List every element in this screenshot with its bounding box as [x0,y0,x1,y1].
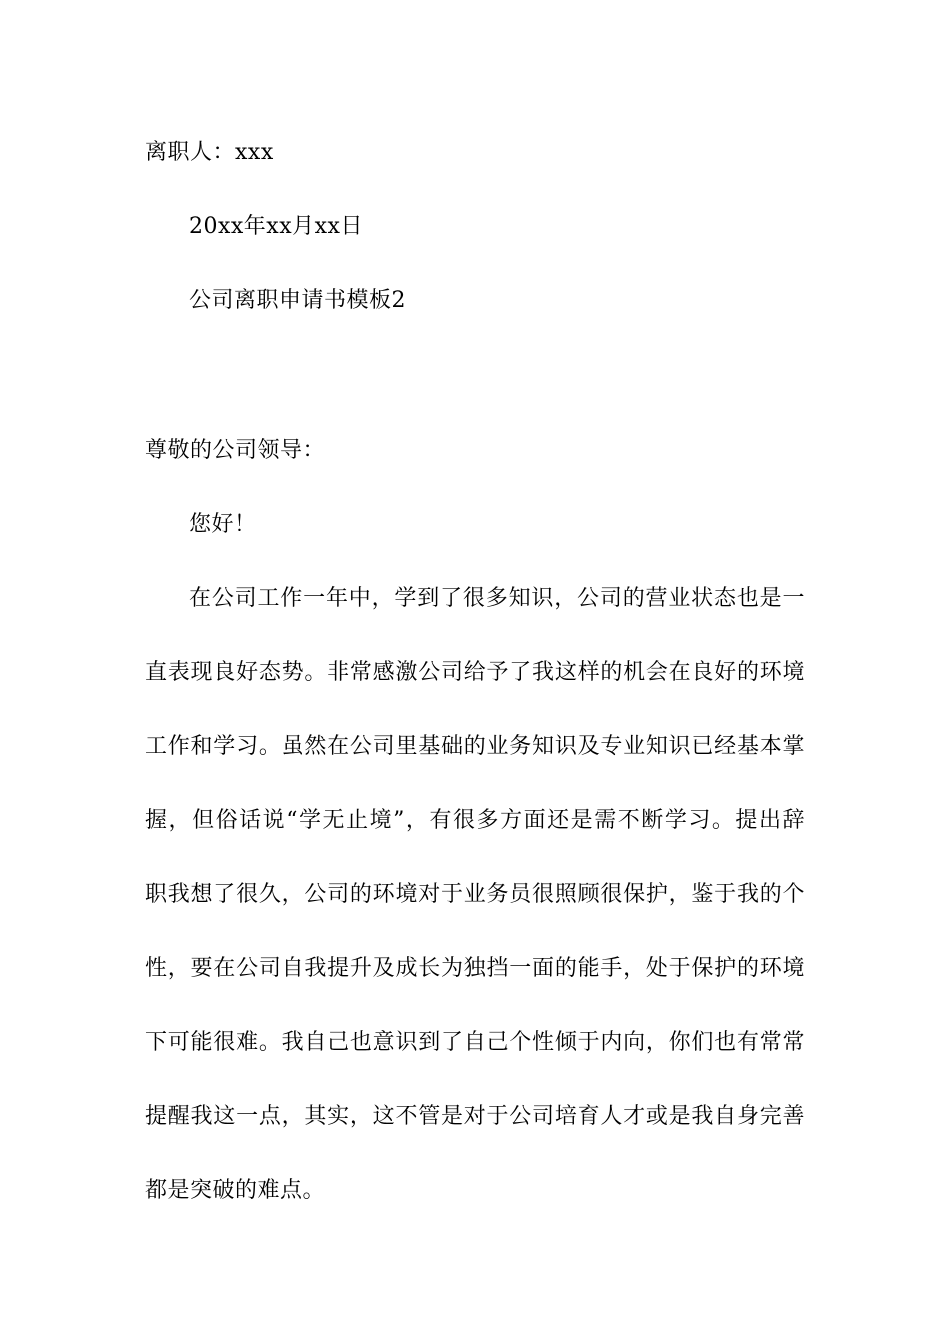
body-line-6: 性，要在公司自我提升及成长为独挡一面的能手，处于保护的环境 [145,956,805,981]
body-line-8: 提醒我这一点，其实，这不管是对于公司培育人才或是我自身完善 [145,1104,805,1129]
signer-line: 离职人：xxx [145,140,274,165]
body-line-7: 下可能很难。我自己也意识到了自己个性倾于内向，你们也有常常 [145,1030,805,1055]
body-line-5: 职我想了很久，公司的环境对于业务员很照顾很保护，鉴于我的个 [145,882,805,907]
body-line-9: 都是突破的难点。 [145,1178,326,1203]
greeting: 您好！ [189,512,257,537]
body-line-4: 握，但俗话说“学无止境”，有很多方面还是需不断学习。提出辞 [145,808,805,833]
salutation: 尊敬的公司领导： [145,438,326,463]
body-line-3: 工作和学习。虽然在公司里基础的业务知识及专业知识已经基本掌 [145,734,805,759]
template-title: 公司离职申请书模板2 [189,288,406,313]
body-line-1: 在公司工作一年中，学到了很多知识，公司的营业状态也是一 [189,586,805,611]
body-line-2: 直表现良好态势。非常感激公司给予了我这样的机会在良好的环境 [145,660,805,685]
date-line: 20xx年xx月xx日 [189,214,363,239]
